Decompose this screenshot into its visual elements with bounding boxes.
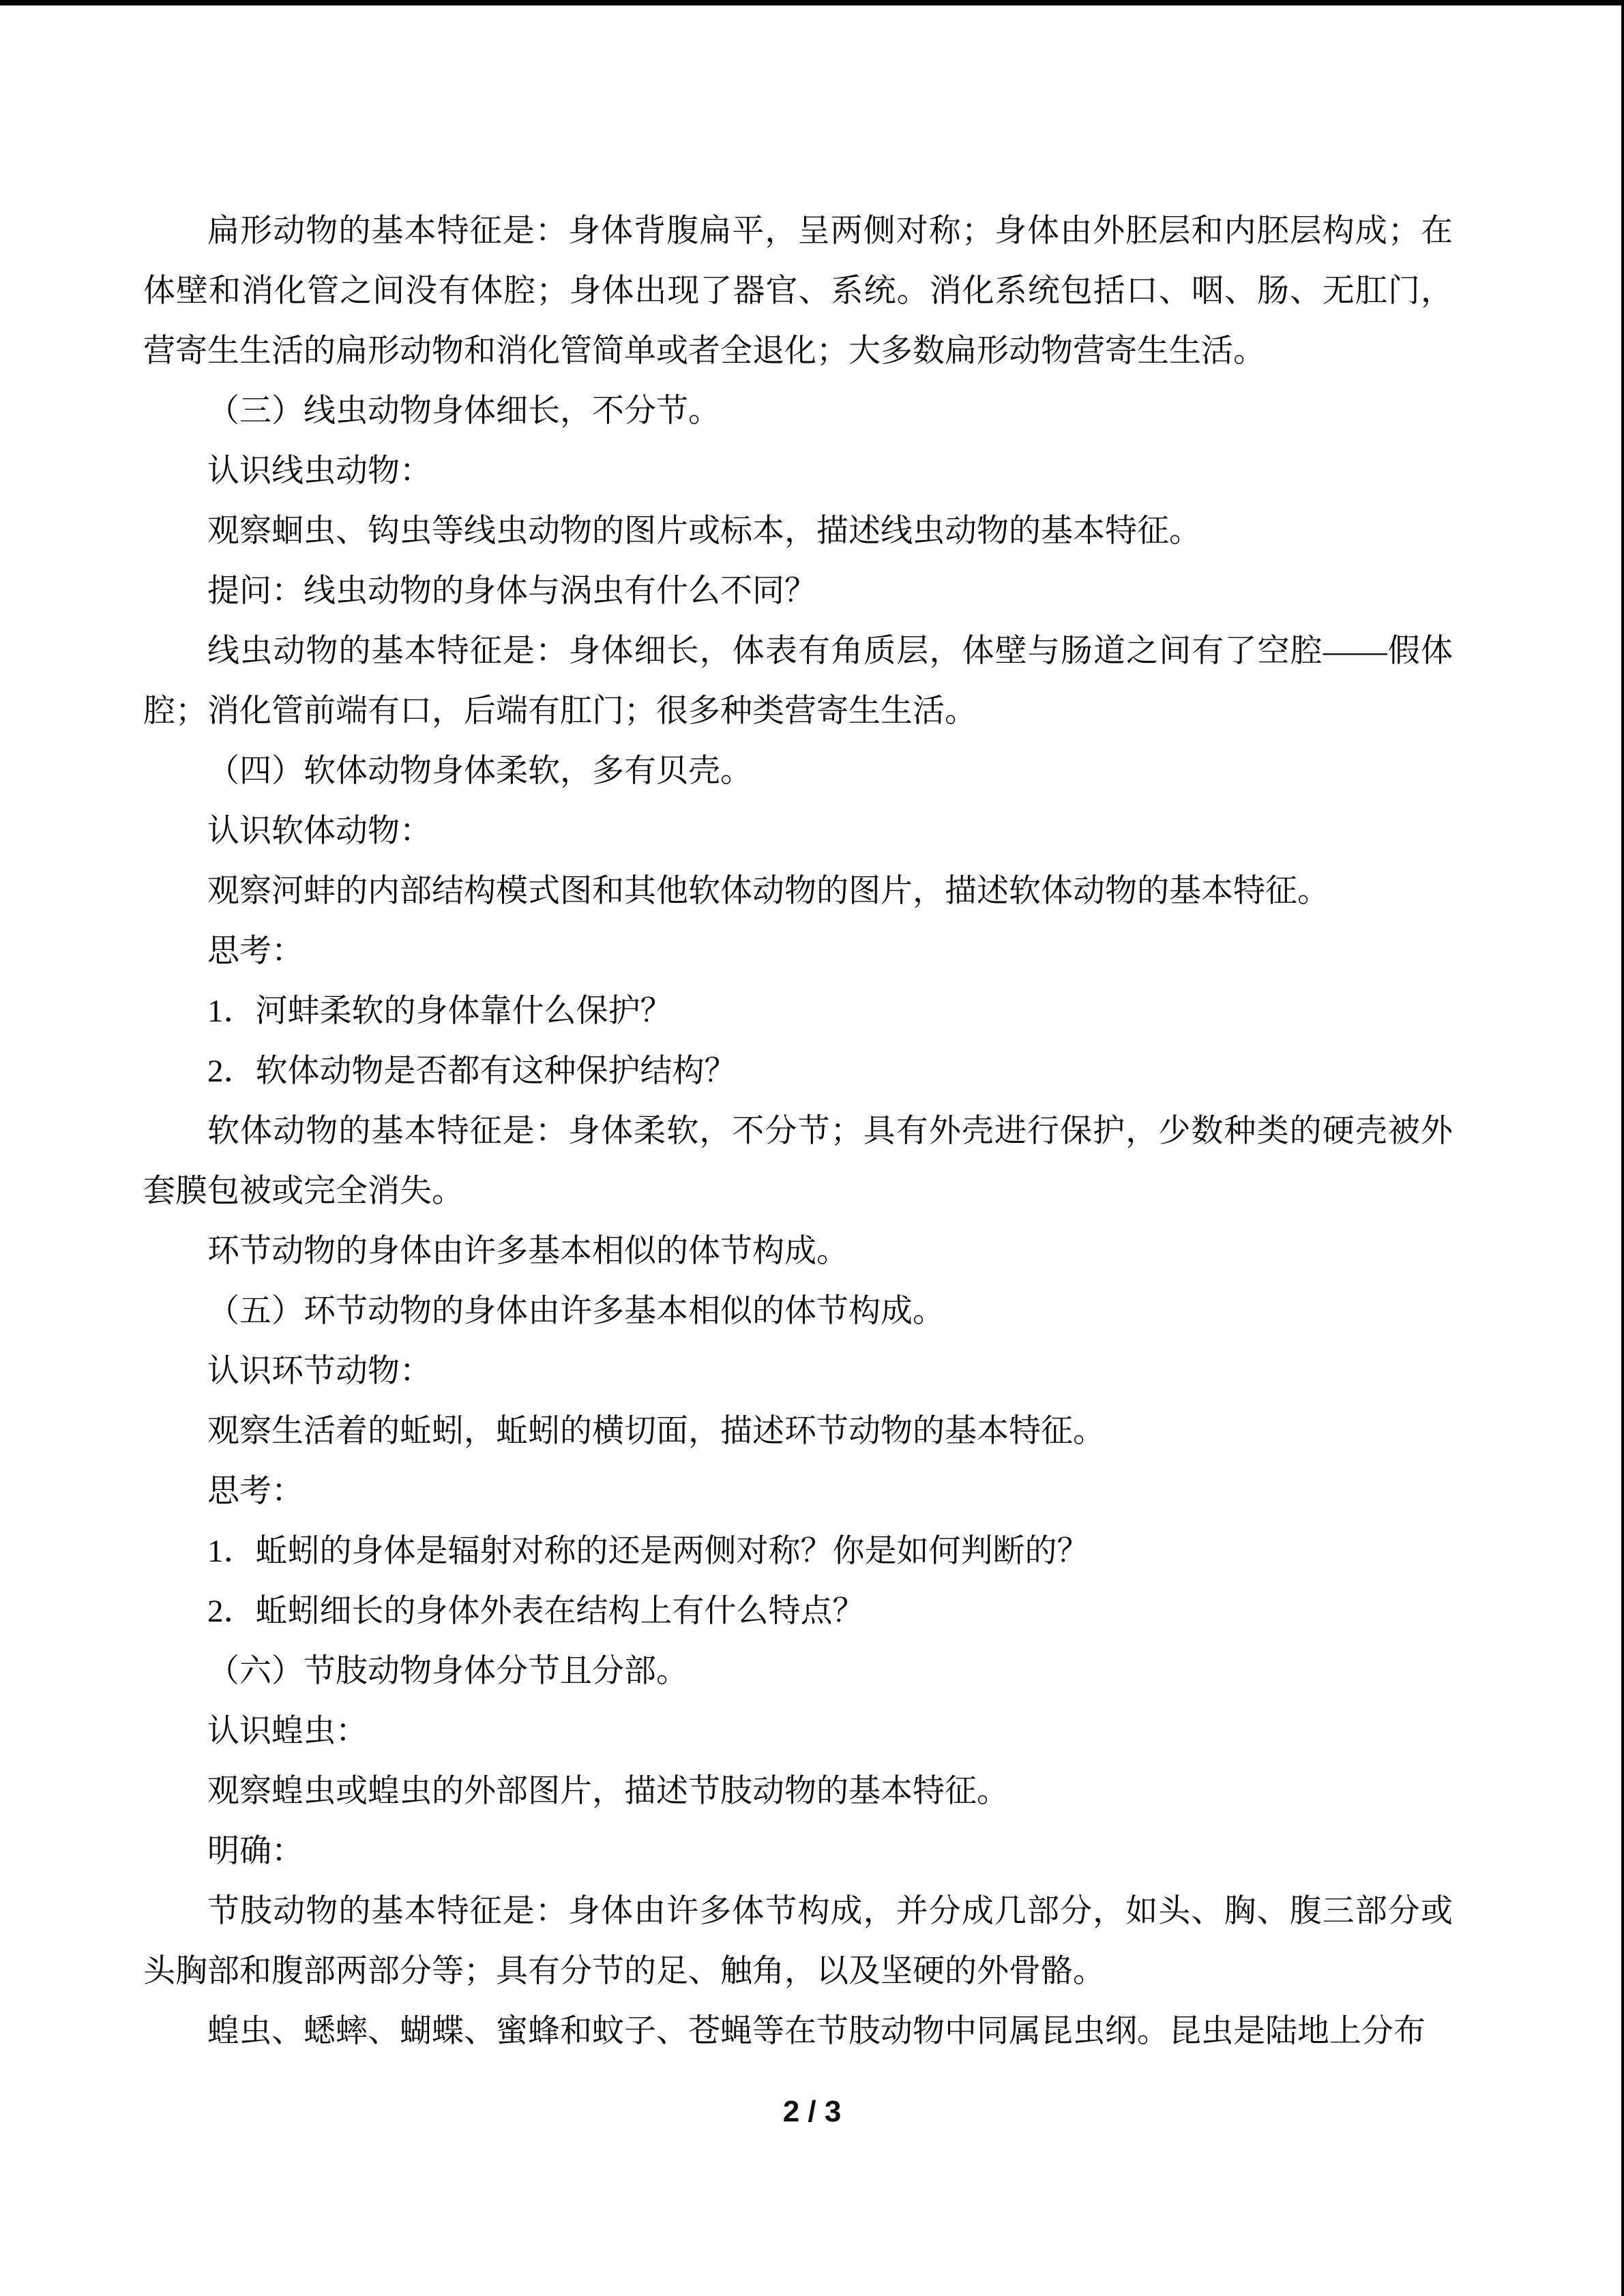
paragraph: 观察生活着的蚯蚓，蚯蚓的横切面，描述环节动物的基本特征。 xyxy=(207,1414,1105,1449)
page-right-border xyxy=(1621,0,1624,2296)
paragraph: （五）环节动物的身体由许多基本相似的体节构成。 xyxy=(207,1294,945,1329)
paragraph: 思考： xyxy=(207,1474,304,1509)
paragraph: 认识线虫动物： xyxy=(207,453,432,489)
paragraph: 观察河蚌的内部结构模式图和其他软体动物的图片，描述软体动物的基本特征。 xyxy=(207,874,1329,909)
page-number: 2 / 3 xyxy=(782,2095,842,2128)
paragraph: 2．软体动物是否都有这种保护结构？ xyxy=(207,1054,737,1089)
paragraph: （四）软体动物身体柔软，多有贝壳。 xyxy=(207,754,752,789)
paragraph: （六）节肢动物身体分节且分部。 xyxy=(207,1654,688,1689)
paragraph: （三）线虫动物身体细长，不分节。 xyxy=(207,393,720,429)
paragraph: 提问：线虫动物的身体与涡虫有什么不同？ xyxy=(207,573,816,609)
paragraph: 环节动物的身体由许多基本相似的体节构成。 xyxy=(207,1234,848,1269)
paragraph: 软体动物的基本特征是：身体柔软，不分节；具有外壳进行保护，少数种类的硬壳被外套膜包被或完全消失。 xyxy=(143,1114,1453,1209)
paragraph: 观察蝗虫或蝗虫的外部图片，描述节肢动物的基本特征。 xyxy=(207,1774,1009,1809)
paragraph: 蝗虫、蟋蟀、蝴蝶、蜜蜂和蚊子、苍蝇等在节肢动物中同属昆虫纲。昆虫是陆地上分布 xyxy=(207,2014,1426,2049)
paragraph: 2．蚯蚓细长的身体外表在结构上有什么特点？ xyxy=(207,1594,865,1629)
paragraph: 扁形动物的基本特征是：身体背腹扁平，呈两侧对称；身体由外胚层和内胚层构成；在体壁和消化管之间没有体腔；身体出现了器官、系统。消化系统包括口、咽、肠、无肛门，营寄生生活的扁形动物和消化管简单或者全退化；大多数扁形动物营寄生生活。 xyxy=(143,213,1453,369)
paragraph: 1．河蚌柔软的身体靠什么保护？ xyxy=(207,994,673,1029)
paragraph: 线虫动物的基本特征是：身体细长，体表有角质层，体壁与肠道之间有了空腔——假体腔；消化管前端有口，后端有肛门；很多种类营寄生生活。 xyxy=(143,633,1453,729)
paragraph: 认识软体动物： xyxy=(207,814,432,849)
document-body xyxy=(143,201,1453,2061)
paragraph: 1．蚯蚓的身体是辐射对称的还是两侧对称？你是如何判断的？ xyxy=(207,1534,1089,1569)
paragraph: 认识蝗虫： xyxy=(207,1714,368,1749)
paragraph: 明确： xyxy=(207,1834,304,1869)
page-top-border xyxy=(0,0,1624,5)
paragraph: 观察蛔虫、钩虫等线虫动物的图片或标本，描述线虫动物的基本特征。 xyxy=(207,513,1201,549)
paragraph: 节肢动物的基本特征是：身体由许多体节构成，并分成几部分，如头、胸、腹三部分或头胸部和腹部两部分等；具有分节的足、触角，以及坚硬的外骨骼。 xyxy=(143,1894,1453,1989)
paragraph: 认识环节动物： xyxy=(207,1354,432,1389)
paragraph: 思考： xyxy=(207,934,304,969)
